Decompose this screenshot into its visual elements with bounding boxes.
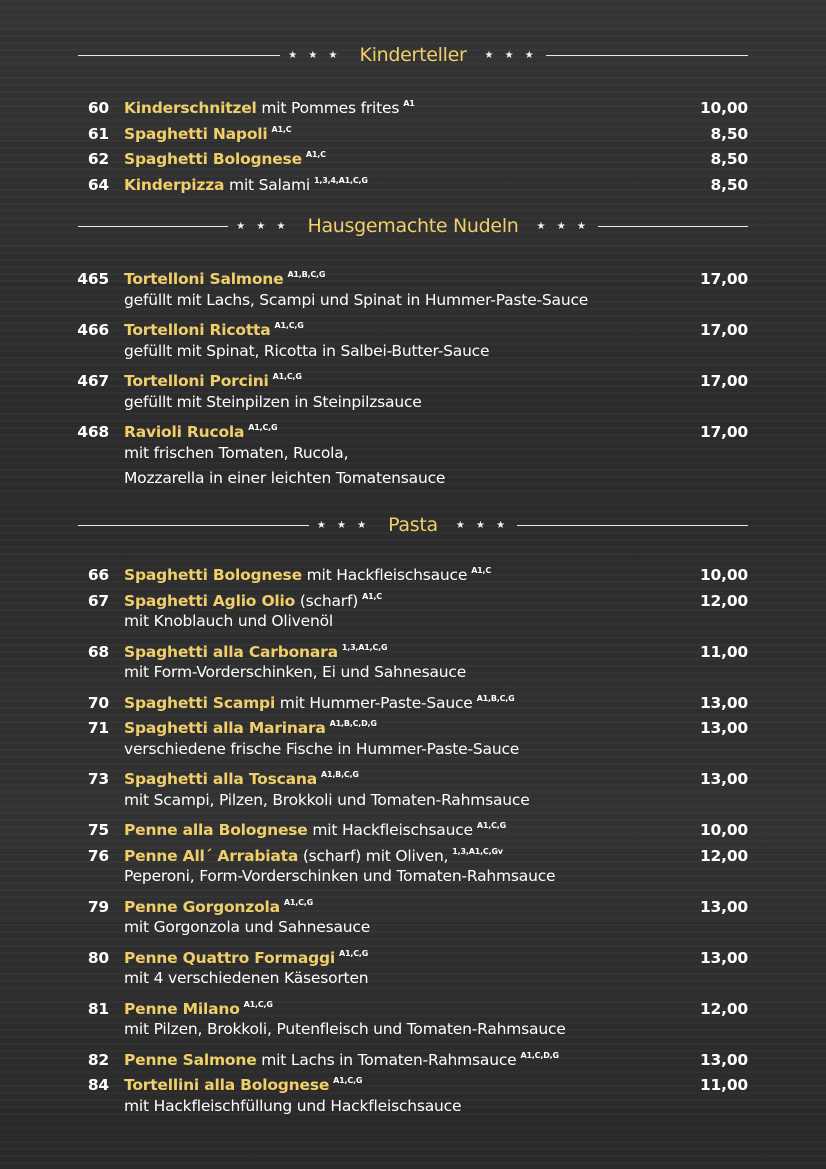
item-description: mit Pilzen, Brokkoli, Putenfleisch und Tomaten-Rahmsauce (124, 1020, 566, 1038)
menu-items-hausgemachte-nudeln (70, 262, 748, 492)
allergen-codes: A1,C,G (333, 1076, 363, 1085)
item-price: 17,00 (699, 270, 748, 288)
item-price: 10,00 (699, 821, 748, 839)
allergen-codes: A1,C,G (248, 423, 278, 432)
menu-item-row (70, 168, 748, 194)
item-name: Spaghetti alla Toscana (124, 770, 317, 788)
item-price: 13,00 (699, 693, 748, 712)
menu-item-row (70, 91, 748, 117)
menu-items-pasta (70, 558, 748, 1119)
item-name: Spaghetti Napoli (124, 124, 268, 143)
allergen-codes: A1,C,G (243, 999, 273, 1009)
item-description: gefüllt mit Lachs, Scampi und Spinat in Hummer-Paste-Sauce (124, 290, 589, 309)
divider-line (78, 525, 309, 526)
section-heading-kinderteller (78, 40, 748, 70)
menu-item (70, 992, 748, 1043)
item-price: 13,00 (699, 719, 748, 737)
item-number: 73 (87, 770, 109, 788)
menu-item-row (70, 762, 748, 788)
section-heading-hausgemachte-nudeln (78, 211, 748, 241)
allergen-codes: A1,B,C,G (476, 693, 515, 703)
allergen-codes: A1,C (305, 150, 326, 159)
allergen-codes: A1,C,G (274, 321, 304, 330)
item-name: Spaghetti Scampi (124, 693, 276, 712)
item-description: mit Knoblauch und Olivenöl (124, 612, 333, 630)
section-title: Pasta (388, 514, 438, 536)
menu-item-row (70, 635, 748, 661)
menu-item (70, 1043, 748, 1069)
stars-decoration: ★ ★ ★ (288, 49, 342, 61)
item-number: 60 (87, 99, 109, 117)
menu-item-row (70, 813, 748, 839)
menu-item (70, 941, 748, 992)
item-extra: mit Hackfleischsauce (307, 821, 473, 839)
item-price: 13,00 (699, 948, 748, 967)
stars-decoration: ★ ★ ★ (536, 220, 590, 232)
item-number: 84 (87, 1076, 109, 1094)
item-name: Penne Milano (124, 999, 240, 1018)
item-name: Penne All´ Arrabiata (124, 846, 299, 865)
item-extra: mit Hackfleischsauce (301, 566, 468, 584)
item-extra: (scharf) mit Oliven, (298, 846, 449, 865)
item-price: 12,00 (699, 999, 748, 1018)
item-number: 62 (87, 150, 109, 168)
menu-item-row (70, 558, 748, 584)
menu-item-row (70, 142, 748, 168)
menu-item-row (70, 839, 748, 865)
item-number: 76 (87, 846, 109, 865)
item-number: 71 (87, 719, 109, 737)
item-price: 10,00 (699, 566, 748, 584)
allergen-codes: A1,B,C,G (287, 270, 326, 279)
stars-decoration: ★ ★ ★ (316, 519, 371, 531)
item-number: 82 (87, 1050, 109, 1069)
allergen-codes: 1,3,4,A1,C,G (314, 175, 368, 185)
item-name: Tortellini alla Bolognese (124, 1076, 330, 1094)
item-price: 17,00 (699, 423, 748, 441)
menu-item (70, 117, 748, 143)
item-number: 81 (87, 999, 109, 1018)
item-text (124, 168, 668, 199)
menu-item (70, 142, 748, 168)
stars-decoration: ★ ★ ★ (236, 220, 290, 232)
item-extra: mit Salami (224, 175, 311, 194)
item-number: 79 (87, 897, 109, 916)
allergen-codes: A1,C (271, 124, 292, 134)
menu-item (70, 415, 748, 492)
item-number: 67 (87, 591, 109, 610)
item-name: Penne Gorgonzola (124, 897, 280, 916)
section-title: Kinderteller (359, 44, 467, 66)
divider-line (78, 55, 280, 56)
allergen-codes: A1,B,C,D,G (329, 719, 377, 728)
menu-item-row (70, 890, 748, 916)
allergen-codes: A1,C,G (339, 948, 369, 958)
item-price: 8,50 (710, 175, 748, 194)
item-price: 11,00 (699, 1076, 748, 1094)
allergen-codes: 1,3,A1,C,G (341, 642, 388, 652)
menu-item (70, 584, 748, 635)
divider-line (598, 226, 748, 227)
stars-decoration: ★ ★ ★ (455, 519, 510, 531)
menu-item-row (70, 941, 748, 967)
menu-item-row (70, 1043, 748, 1069)
item-price: 13,00 (699, 1050, 748, 1069)
item-name: Kinderpizza (124, 175, 225, 194)
item-price: 17,00 (699, 372, 748, 390)
menu-item (70, 168, 748, 194)
allergen-codes: A1,C,G (476, 821, 506, 830)
item-name: Tortelloni Salmone (124, 270, 284, 288)
item-description: Peperoni, Form-Vorderschinken und Tomaten-Rahmsauce (124, 867, 556, 885)
item-description: mit frischen Tomaten, Rucola, (124, 443, 349, 462)
item-price: 10,00 (699, 99, 748, 117)
item-price: 17,00 (699, 321, 748, 339)
item-number: 468 (77, 423, 109, 441)
item-price: 12,00 (699, 846, 748, 865)
menu-item-row (70, 1068, 748, 1094)
allergen-codes: A1,C,G (283, 897, 313, 907)
allergen-codes: A1,C,D,G (520, 1050, 559, 1060)
item-number: 465 (77, 270, 109, 288)
menu-item (70, 635, 748, 686)
section-heading-pasta (78, 510, 748, 540)
item-name: Tortelloni Ricotta (124, 321, 271, 339)
menu-item-row (70, 686, 748, 712)
menu-item-row (70, 262, 748, 288)
item-number: 75 (87, 821, 109, 839)
item-price: 8,50 (710, 124, 748, 143)
item-number: 467 (77, 372, 109, 390)
menu-item (70, 711, 748, 762)
item-name: Spaghetti Bolognese (124, 150, 302, 168)
item-number: 80 (87, 948, 109, 967)
allergen-codes: A1,B,C,G (320, 770, 359, 779)
item-extra: mit Hummer-Paste-Sauce (275, 693, 473, 712)
item-number: 64 (87, 175, 109, 194)
item-description: mit Scampi, Pilzen, Brokkoli und Tomaten-Rahmsauce (124, 790, 530, 809)
item-description: gefüllt mit Steinpilzen in Steinpilzsauce (124, 392, 422, 411)
item-name: Ravioli Rucola (124, 423, 245, 441)
item-name: Penne alla Bolognese (124, 821, 308, 839)
item-description: mit 4 verschiedenen Käsesorten (124, 969, 369, 987)
item-number: 70 (87, 693, 109, 712)
menu-item-row (70, 711, 748, 737)
allergen-codes: A1,C,G (272, 372, 302, 381)
menu-item (70, 813, 748, 839)
menu-item (70, 1068, 748, 1119)
menu-item-row (70, 313, 748, 339)
item-price: 12,00 (699, 591, 748, 610)
menu-item-row (70, 364, 748, 390)
item-name: Tortelloni Porcini (124, 372, 269, 390)
stars-decoration: ★ ★ ★ (484, 49, 538, 61)
item-description: mit Gorgonzola und Sahnesauce (124, 918, 371, 936)
item-description: gefüllt mit Spinat, Ricotta in Salbei-Butter-Sauce (124, 341, 490, 360)
item-number: 61 (87, 124, 109, 143)
item-name: Spaghetti alla Marinara (124, 719, 326, 737)
item-price: 13,00 (699, 770, 748, 788)
item-price: 11,00 (699, 642, 748, 661)
menu-item (70, 762, 748, 813)
item-price: 13,00 (699, 897, 748, 916)
item-name: Spaghetti alla Carbonara (124, 642, 338, 661)
allergen-codes: A1,C (471, 566, 492, 575)
item-name: Penne Quattro Formaggi (124, 948, 335, 967)
item-description: mit Hackfleischfüllung und Hackfleischsauce (124, 1096, 462, 1115)
item-number: 66 (87, 566, 109, 584)
item-name: Kinderschnitzel (124, 99, 257, 117)
item-name: Penne Salmone (124, 1050, 257, 1069)
menu-item (70, 839, 748, 890)
menu-item (70, 91, 748, 117)
item-extra: mit Lachs in Tomaten-Rahmsauce (256, 1050, 517, 1069)
menu-items-kinderteller (70, 91, 748, 193)
item-description: Mozzarella in einer leichten Tomatensauce (124, 469, 446, 487)
menu-item-row (70, 992, 748, 1018)
item-price: 8,50 (710, 150, 748, 168)
item-description: verschiedene frische Fische in Hummer-Paste-Sauce (124, 739, 520, 758)
item-description: mit Form-Vorderschinken, Ei und Sahnesauce (124, 663, 467, 681)
item-extra: mit Pommes frites (256, 99, 400, 117)
item-extra: (scharf) (295, 591, 359, 610)
item-number: 68 (87, 642, 109, 661)
item-number: 466 (77, 321, 109, 339)
menu-item-row (70, 117, 748, 143)
menu-item (70, 313, 748, 364)
menu-item (70, 262, 748, 313)
menu-item (70, 686, 748, 712)
menu-item (70, 890, 748, 941)
divider-line (517, 525, 748, 526)
divider-line (546, 55, 748, 56)
allergen-codes: A1 (403, 99, 415, 108)
menu-item (70, 364, 748, 415)
item-name: Spaghetti Bolognese (124, 566, 302, 584)
allergen-codes: A1,C (362, 591, 382, 601)
menu-item-row (70, 584, 748, 610)
menu-item-row (70, 415, 748, 441)
menu-item (70, 558, 748, 584)
allergen-codes: 1,3,A1,C,Gv (452, 846, 503, 856)
item-name: Spaghetti Aglio Olio (124, 591, 296, 610)
divider-line (78, 226, 228, 227)
section-title: Hausgemachte Nudeln (307, 215, 519, 237)
